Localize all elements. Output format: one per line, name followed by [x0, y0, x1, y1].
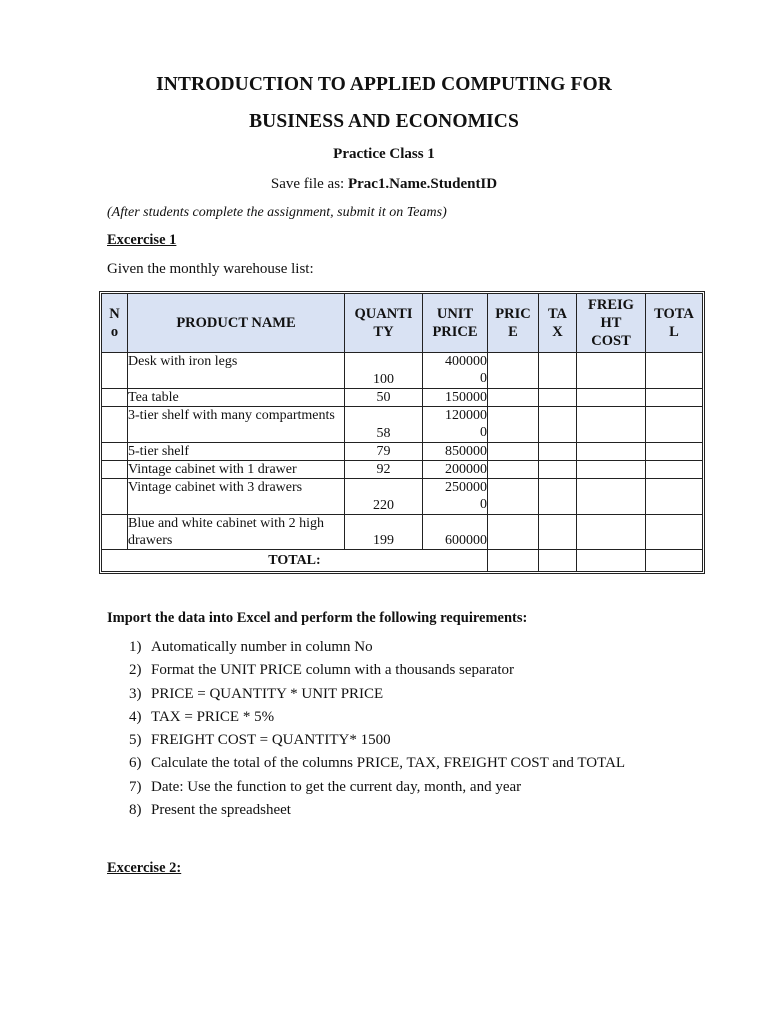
- cell-price: [488, 515, 539, 550]
- cell-no: [102, 407, 128, 443]
- cell-no: [102, 461, 128, 479]
- column-header-label: TA X: [547, 306, 568, 340]
- cell-price: [488, 407, 539, 443]
- cell-price: [488, 389, 539, 407]
- cell-quantity: 79: [345, 443, 423, 461]
- column-header-label: PRODUCT NAME: [176, 315, 296, 331]
- cell-unit-price: 150000: [423, 389, 488, 407]
- cell-product-name: 3-tier shelf with many compartments: [128, 407, 345, 443]
- list-item: 6) Calculate the total of the columns PRICE, TAX, FREIGHT COST and TOTAL: [129, 755, 626, 772]
- cell-unit-price: 120000 0: [423, 407, 488, 443]
- table-row: [102, 443, 702, 461]
- requirements-heading: Import the data into Excel and perform the following requirements:: [107, 610, 528, 626]
- column-header-label: FREIG HT COST: [588, 297, 634, 349]
- cell-total: [646, 389, 702, 407]
- cell-total: [646, 407, 702, 443]
- cell-freight-cost: [577, 461, 646, 479]
- column-header-quantity: [345, 294, 423, 353]
- cell-total: [646, 443, 702, 461]
- column-header-label: UNIT PRICE: [432, 306, 478, 340]
- table-row: [102, 407, 702, 443]
- column-header-price: [488, 294, 539, 353]
- list-item: 7) Date: Use the function to get the current day, month, and year: [129, 778, 522, 795]
- cell-freight-cost: [577, 515, 646, 550]
- total-total: [646, 550, 702, 571]
- table-row: [102, 515, 702, 550]
- cell-quantity: 92: [345, 461, 423, 479]
- cell-quantity: 58: [345, 407, 423, 443]
- cell-price: [488, 353, 539, 389]
- cell-freight-cost: [577, 353, 646, 389]
- cell-total: [646, 461, 702, 479]
- exercise-2-heading: Excercise 2:: [107, 860, 182, 876]
- save-file-line: [0, 176, 768, 193]
- cell-tax: [539, 461, 577, 479]
- cell-tax: [539, 407, 577, 443]
- column-header-product-name: [128, 294, 345, 353]
- cell-unit-price: 400000 0: [423, 353, 488, 389]
- list-item: 3) PRICE = QUANTITY * UNIT PRICE: [129, 685, 384, 702]
- list-item: 5) FREIGHT COST = QUANTITY* 1500: [129, 732, 391, 749]
- column-header-tax: [539, 294, 577, 353]
- cell-product-name: Blue and white cabinet with 2 high drawers: [128, 515, 345, 550]
- column-header-label: N o: [109, 306, 120, 340]
- column-header-label: PRIC E: [495, 306, 531, 340]
- cell-product-name: Vintage cabinet with 3 drawers: [128, 479, 345, 515]
- column-header-label: TOTA L: [654, 306, 694, 340]
- cell-freight-cost: [577, 479, 646, 515]
- cell-no: [102, 515, 128, 550]
- cell-price: [488, 461, 539, 479]
- table-row: [102, 353, 702, 389]
- cell-freight-cost: [577, 443, 646, 461]
- save-file-name: Prac1.Name.StudentID: [347, 176, 498, 192]
- table-row: [102, 479, 702, 515]
- list-item: 8) Present the spreadsheet: [129, 802, 291, 819]
- cell-tax: [539, 515, 577, 550]
- cell-tax: [539, 353, 577, 389]
- cell-price: [488, 479, 539, 515]
- cell-tax: [539, 443, 577, 461]
- cell-no: [102, 443, 128, 461]
- cell-product-name: Tea table: [128, 389, 345, 407]
- column-header-no: [102, 294, 128, 353]
- cell-price: [488, 443, 539, 461]
- save-file-label: Save file as:: [270, 176, 348, 192]
- warehouse-table: [99, 291, 705, 574]
- cell-freight-cost: [577, 389, 646, 407]
- list-item: 4) TAX = PRICE * 5%: [129, 708, 275, 725]
- total-label: TOTAL:: [102, 550, 488, 571]
- table-header-row: [102, 294, 702, 353]
- list-item: 2) Format the UNIT PRICE column with a thousands separator: [129, 662, 515, 679]
- cell-unit-price: 600000: [423, 515, 488, 550]
- column-header-unit-price: [423, 294, 488, 353]
- cell-product-name: Vintage cabinet with 1 drawer: [128, 461, 345, 479]
- requirements-list: [107, 636, 625, 822]
- cell-total: [646, 353, 702, 389]
- total-freight-cost: [577, 550, 646, 571]
- cell-no: [102, 479, 128, 515]
- cell-quantity: 100: [345, 353, 423, 389]
- document-title-line-2: BUSINESS AND ECONOMICS: [249, 111, 519, 132]
- column-header-label: QUANTI TY: [354, 306, 413, 340]
- document-title-line-1: INTRODUCTION TO APPLIED COMPUTING FOR: [156, 74, 612, 95]
- cell-unit-price: 850000: [423, 443, 488, 461]
- total-price: [488, 550, 539, 571]
- column-header-total: [646, 294, 702, 353]
- table-row: [102, 461, 702, 479]
- cell-total: [646, 479, 702, 515]
- cell-tax: [539, 389, 577, 407]
- cell-freight-cost: [577, 407, 646, 443]
- total-tax: [539, 550, 577, 571]
- exercise-1-heading: Excercise 1: [107, 232, 177, 248]
- column-header-freight-cost: [577, 294, 646, 353]
- cell-unit-price: 250000 0: [423, 479, 488, 515]
- practice-class-label: Practice Class 1: [333, 146, 435, 162]
- list-item: 1) Automatically number in column No: [129, 639, 373, 655]
- cell-quantity: 199: [345, 515, 423, 550]
- cell-unit-price: 200000: [423, 461, 488, 479]
- table-row: [102, 389, 702, 407]
- cell-total: [646, 515, 702, 550]
- cell-no: [102, 389, 128, 407]
- cell-no: [102, 353, 128, 389]
- submission-note: (After students complete the assignment, submit it on Teams): [107, 205, 447, 220]
- cell-product-name: Desk with iron legs: [128, 353, 345, 389]
- cell-quantity: 50: [345, 389, 423, 407]
- exercise-1-intro: Given the monthly warehouse list:: [107, 261, 314, 277]
- cell-quantity: 220: [345, 479, 423, 515]
- cell-product-name: 5-tier shelf: [128, 443, 345, 461]
- cell-tax: [539, 479, 577, 515]
- table-total-row: [102, 550, 702, 571]
